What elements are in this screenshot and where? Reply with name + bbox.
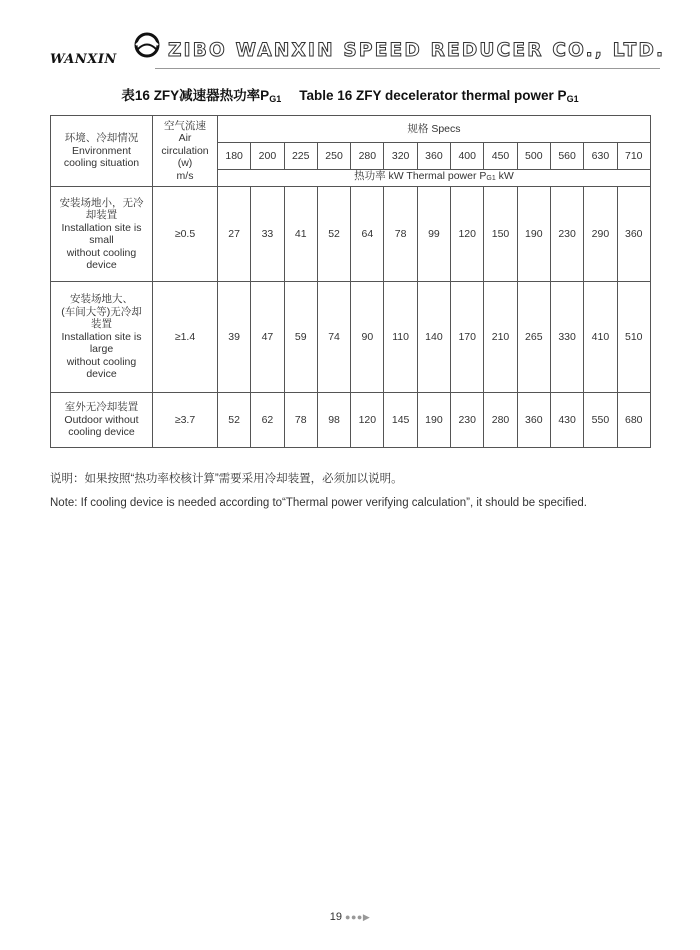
air-header-line: 空气流速 <box>164 119 206 132</box>
value-cell: 41 <box>284 187 317 282</box>
spec-cell: 180 <box>218 143 251 170</box>
env-cell <box>51 187 153 282</box>
power-header: 热功率 kW Thermal power PG1 kW <box>218 170 651 187</box>
spec-cell: 560 <box>550 143 583 170</box>
spec-cell: 225 <box>284 143 317 170</box>
table-title <box>0 84 700 104</box>
value-cell: 410 <box>584 282 617 393</box>
value-cell: 330 <box>550 282 583 393</box>
title-en: Table 16 ZFY decelerator thermal power P <box>299 88 567 103</box>
table-row <box>51 393 651 448</box>
spec-cell: 630 <box>584 143 617 170</box>
spec-cell: 400 <box>451 143 484 170</box>
value-cell: 110 <box>384 282 417 393</box>
header-divider <box>155 68 660 69</box>
value-cell: 280 <box>484 393 517 448</box>
page-arrows-icon: ●●●▶ <box>345 912 371 922</box>
air-header-line: (w) <box>177 157 193 170</box>
value-cell: 265 <box>517 282 550 393</box>
spec-cell: 200 <box>251 143 284 170</box>
value-cell: 360 <box>617 187 650 282</box>
env-line: without cooling <box>66 355 137 368</box>
value-cell: 39 <box>218 282 251 393</box>
value-cell: 62 <box>251 393 284 448</box>
company-logo <box>50 30 180 68</box>
env-line: device <box>86 259 117 271</box>
value-cell: 550 <box>584 393 617 448</box>
env-header-line: Environment <box>72 144 131 157</box>
env-line: Outdoor without <box>64 413 139 426</box>
value-cell: 145 <box>384 393 417 448</box>
env-header-cell <box>51 116 153 187</box>
value-cell: 230 <box>451 393 484 448</box>
value-cell: 430 <box>550 393 583 448</box>
env-line: 却装置 <box>85 209 118 221</box>
value-cell: 680 <box>617 393 650 448</box>
value-cell: 120 <box>351 393 384 448</box>
spec-cell: 280 <box>351 143 384 170</box>
air-header-line: m/s <box>176 169 194 182</box>
table-row <box>51 187 651 282</box>
env-line: 安装场地大、 <box>70 293 133 306</box>
env-line: without cooling <box>66 246 137 259</box>
env-line: Installation site is <box>61 330 142 343</box>
env-line: large <box>89 343 114 356</box>
env-line: 室外无冷却装置 <box>64 401 139 414</box>
value-cell: 64 <box>351 187 384 282</box>
title-en-sub: G1 <box>566 94 579 104</box>
value-cell: 170 <box>451 282 484 393</box>
spec-cell: 250 <box>317 143 350 170</box>
value-cell: 52 <box>317 187 350 282</box>
air-cell: ≥1.4 <box>153 282 218 393</box>
value-cell: 290 <box>584 187 617 282</box>
env-line: cooling device <box>68 426 135 439</box>
value-cell: 99 <box>417 187 450 282</box>
specs-header: 规格 Specs <box>218 116 651 143</box>
env-header-line: cooling situation <box>63 157 140 170</box>
spec-cell: 450 <box>484 143 517 170</box>
value-cell: 78 <box>384 187 417 282</box>
table-row <box>51 282 651 393</box>
spec-cell: 360 <box>417 143 450 170</box>
note-cn: 说明：如果按照“热功率校核计算”需要采用冷却装置，必须加以说明。 <box>50 473 403 485</box>
title-cn: 表16 ZFY减速器热功率P <box>121 88 270 103</box>
value-cell: 210 <box>484 282 517 393</box>
value-cell: 47 <box>251 282 284 393</box>
air-header-cell <box>153 116 218 187</box>
env-line: Installation site is <box>61 221 142 234</box>
value-cell: 360 <box>517 393 550 448</box>
air-header-line: circulation <box>161 144 209 157</box>
page-header <box>40 28 666 70</box>
env-cell <box>51 393 153 448</box>
env-line: device <box>86 368 117 381</box>
page-number: 19 ●●●▶ <box>329 911 371 923</box>
value-cell: 190 <box>417 393 450 448</box>
title-cn-sub: G1 <box>269 94 282 104</box>
value-cell: 150 <box>484 187 517 282</box>
company-name: ZIBO WANXIN SPEED REDUCER CO., LTD. <box>168 40 666 61</box>
spec-cell: 710 <box>617 143 650 170</box>
env-header-line: 环境、冷却情况 <box>64 132 139 145</box>
spec-cell: 500 <box>517 143 550 170</box>
value-cell: 120 <box>451 187 484 282</box>
value-cell: 98 <box>317 393 350 448</box>
env-line: (车间大等)无冷却 <box>61 305 142 318</box>
logo-emblem-icon <box>132 30 162 60</box>
value-cell: 510 <box>617 282 650 393</box>
note-en: Note: If cooling device is needed according to“Thermal power verifying calculation”, it should be specified. <box>50 497 587 509</box>
logo-text: WANXIN <box>50 52 117 67</box>
value-cell: 59 <box>284 282 317 393</box>
value-cell: 140 <box>417 282 450 393</box>
env-line: 装置 <box>91 318 112 331</box>
value-cell: 52 <box>218 393 251 448</box>
value-cell: 230 <box>550 187 583 282</box>
air-cell: ≥0.5 <box>153 187 218 282</box>
value-cell: 74 <box>317 282 350 393</box>
spec-cell: 320 <box>384 143 417 170</box>
value-cell: 27 <box>218 187 251 282</box>
thermal-power-table <box>50 115 651 448</box>
air-cell: ≥3.7 <box>153 393 218 448</box>
env-line: small <box>89 234 114 246</box>
value-cell: 78 <box>284 393 317 448</box>
value-cell: 33 <box>251 187 284 282</box>
env-line: 安装场地小，无冷 <box>59 196 144 209</box>
value-cell: 190 <box>517 187 550 282</box>
air-header-line: Air <box>178 132 192 145</box>
env-cell <box>51 282 153 393</box>
value-cell: 90 <box>351 282 384 393</box>
